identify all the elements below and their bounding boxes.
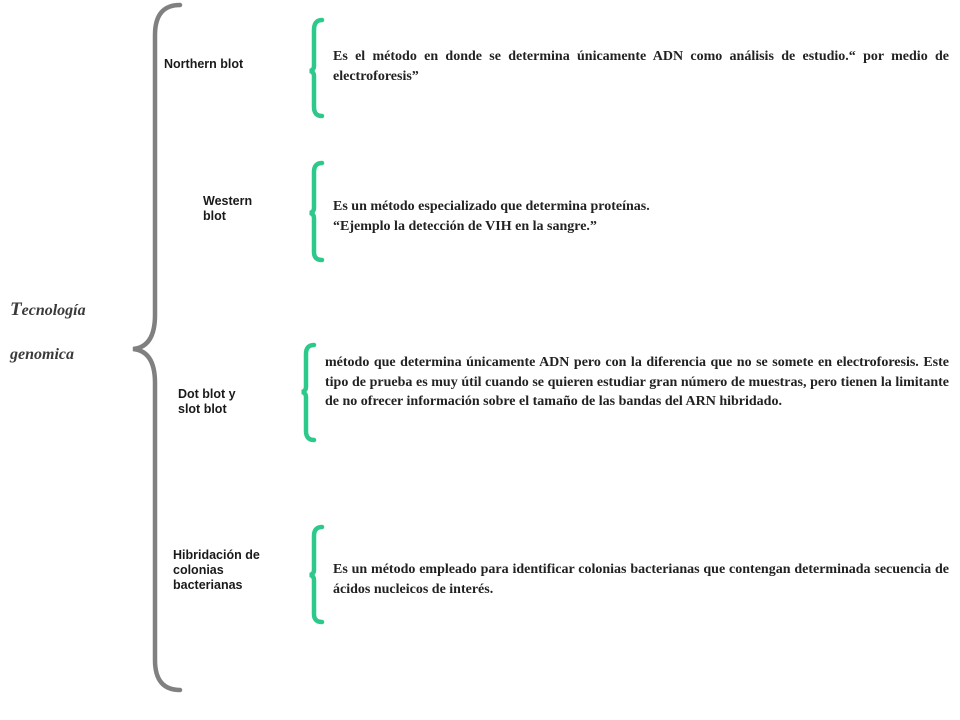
term-line: Dot blot y — [178, 387, 236, 401]
description-northern-blot: Es el método en donde se determina únicamente ADN como análisis de estudio.“ por medio de electroforesis” — [333, 49, 949, 84]
description-line: “Ejemplo la detección de VIH en la sangre.” — [333, 218, 597, 234]
term-line: colonias — [173, 563, 224, 577]
term-line: Hibridación de — [173, 548, 260, 562]
term-line: slot blot — [178, 402, 227, 416]
description-dot-slot-blot: método que determina únicamente ADN pero con la diferencia que no se somete en electroforesis. Este tipo de prueba es muy útil cuando se quieren estudiar gran número de muestras, pero tienen la limitante de no ofrecer información sobre el tamaño de las bandas del ARN hibridado. — [325, 355, 949, 409]
diagram-title-line1: Tecnología — [10, 299, 86, 320]
term-western-blot — [203, 194, 252, 224]
term-line: blot — [203, 209, 226, 223]
description-hibridacion-colonias: Es un método empleado para identificar colonias bacterianas que contengan determinada secuencia de ácidos nucleicos de interés. — [333, 562, 949, 597]
term-dot-slot-blot — [178, 387, 236, 417]
term-northern-blot: Northern blot — [164, 57, 244, 71]
term-line: Western — [203, 194, 253, 208]
diagram-title-line2: genomica — [10, 346, 74, 363]
description-line: Es un método especializado que determina proteínas. — [333, 199, 650, 214]
brace-northern — [310, 20, 322, 116]
brace-western — [310, 163, 322, 260]
description-western-blot — [333, 197, 949, 236]
brace-hibridacion — [310, 527, 322, 622]
term-line: bacterianas — [173, 578, 243, 592]
brace-dotblot — [302, 345, 314, 440]
term-hibridacion-colonias — [173, 548, 260, 593]
